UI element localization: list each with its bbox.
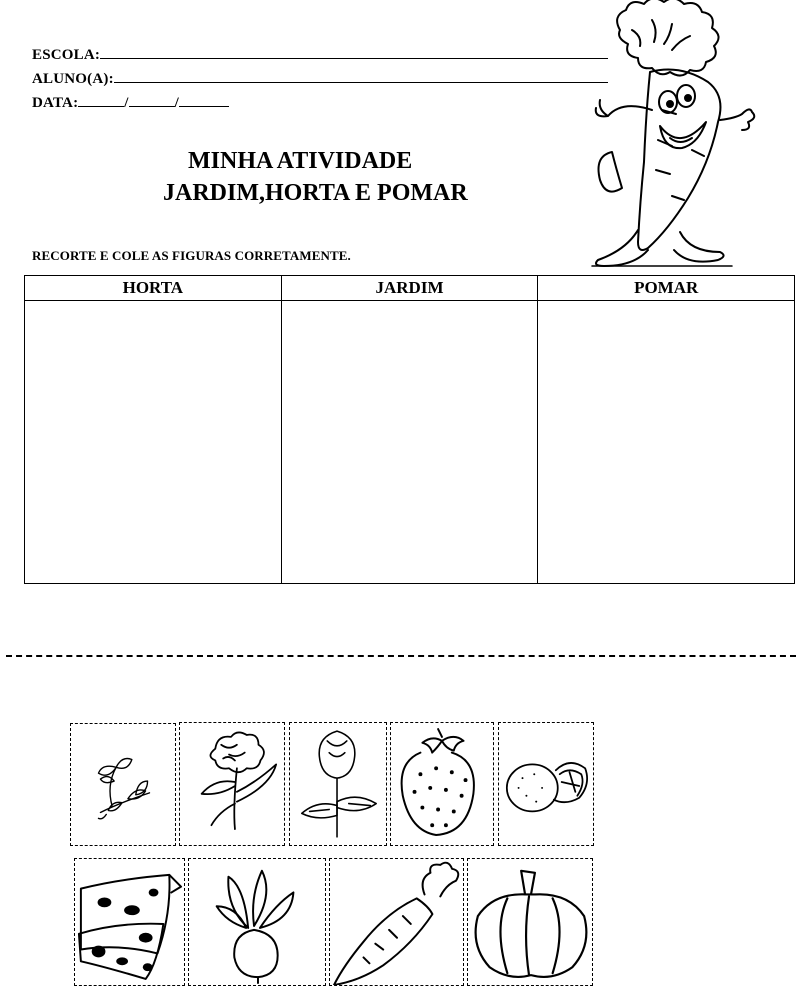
card-carnation[interactable] — [179, 722, 285, 846]
data-field — [32, 94, 229, 112]
classification-table — [24, 275, 795, 584]
aluno-field — [32, 70, 608, 88]
card-rose[interactable] — [289, 722, 387, 846]
carrot-mascot-icon — [572, 0, 764, 272]
carnation-flower-icon — [180, 723, 284, 845]
cut-line — [6, 655, 796, 657]
aluno-label: ALUNO(A): — [32, 71, 114, 87]
column-header-jardim: JARDIM — [282, 276, 538, 301]
pumpkin-icon — [468, 859, 592, 985]
column-jardim — [282, 276, 539, 583]
lemon-icon — [499, 723, 593, 845]
escola-field — [32, 46, 608, 64]
beet-icon — [189, 859, 325, 985]
flowering-branch-icon — [71, 724, 175, 845]
date-separator: / — [174, 95, 180, 111]
page-title-line-2: JARDIM,HORTA E POMAR — [163, 180, 468, 206]
drop-area-jardim[interactable] — [282, 301, 538, 583]
date-separator: / — [124, 95, 129, 111]
bananas-icon — [75, 859, 184, 985]
date-year-blank[interactable] — [179, 94, 229, 107]
card-pumpkin[interactable] — [467, 858, 593, 986]
card-flowering-branch[interactable] — [70, 723, 176, 846]
strawberry-icon — [391, 723, 493, 845]
aluno-blank-line[interactable] — [114, 70, 608, 83]
card-carrot[interactable] — [329, 858, 464, 986]
drop-area-pomar[interactable] — [538, 301, 794, 583]
card-strawberry[interactable] — [390, 722, 494, 846]
rose-flower-icon — [290, 723, 386, 845]
page-title-line-1: MINHA ATIVIDADE — [188, 148, 413, 174]
column-header-horta: HORTA — [25, 276, 281, 301]
card-bananas[interactable] — [74, 858, 185, 986]
column-header-pomar: POMAR — [538, 276, 794, 301]
escola-blank-line[interactable] — [100, 46, 608, 59]
date-month-blank[interactable] — [129, 94, 175, 107]
date-day-blank[interactable] — [78, 94, 124, 107]
drop-area-horta[interactable] — [25, 301, 281, 583]
card-beet[interactable] — [188, 858, 326, 986]
column-horta — [25, 276, 282, 583]
card-lemon[interactable] — [498, 722, 594, 846]
carrot-icon — [330, 859, 463, 985]
data-label: DATA: — [32, 95, 79, 111]
escola-label: ESCOLA: — [32, 47, 101, 63]
instruction-text: RECORTE E COLE AS FIGURAS CORRETAMENTE. — [32, 248, 351, 263]
column-pomar — [538, 276, 794, 583]
